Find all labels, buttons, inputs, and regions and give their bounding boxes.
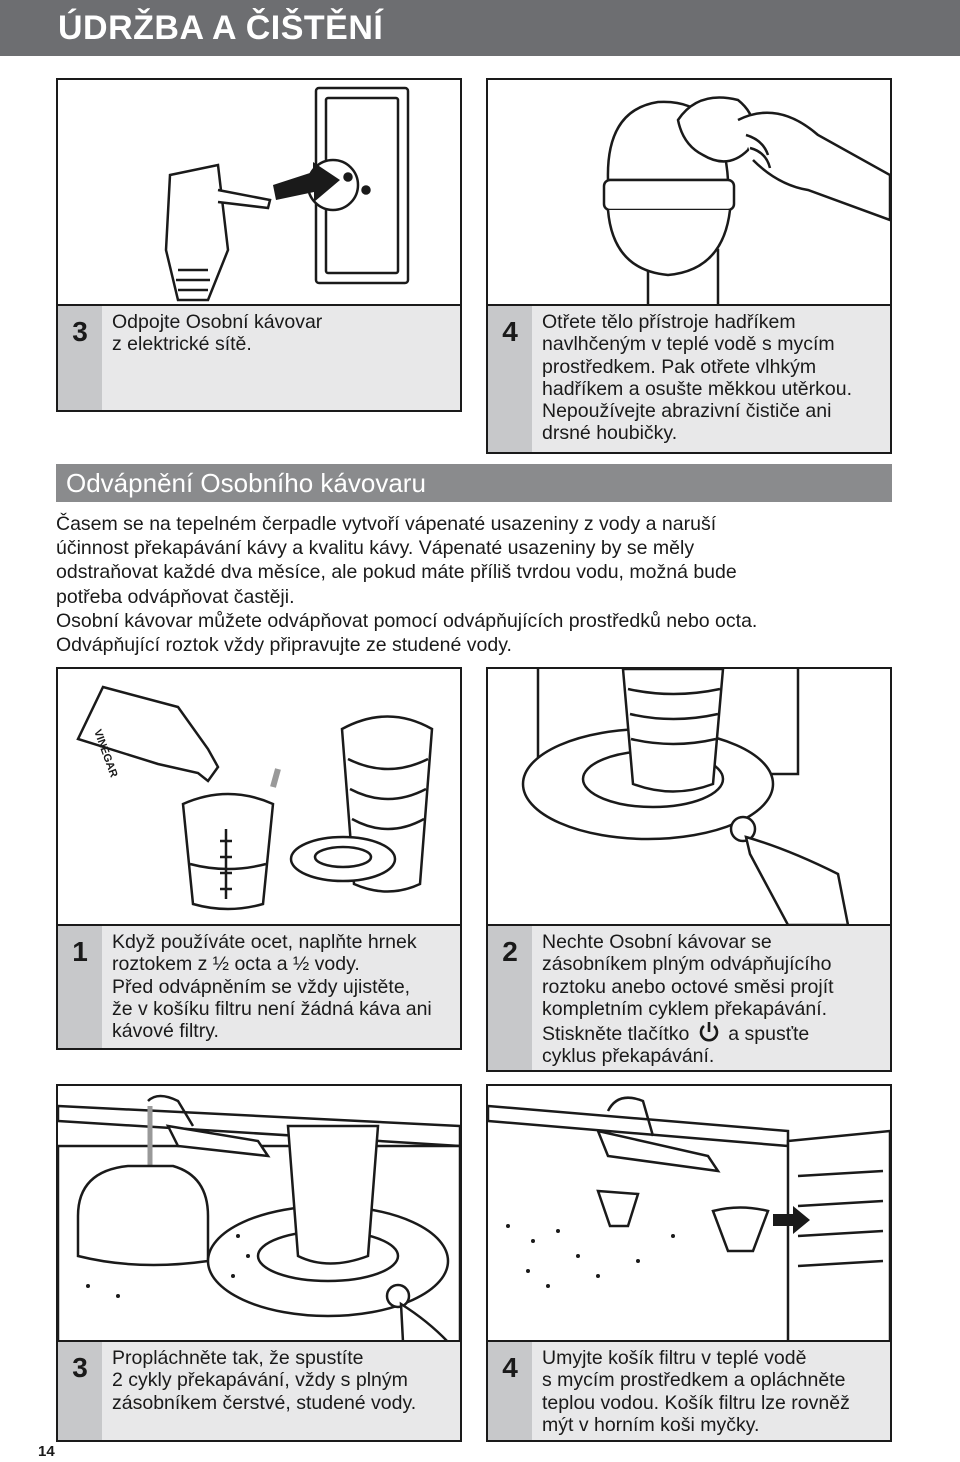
- step-text: Propláchněte tak, že spustíte 2 cykly překapávání, vždy s plným zásobníkem čerstvé, studené vody.: [112, 1347, 417, 1414]
- caption-descale-step3: [56, 1340, 462, 1442]
- power-icon: [697, 1020, 721, 1044]
- caption-care-step4: [486, 304, 892, 454]
- step-text: Otřete tělo přístroje hadříkem navlhčeným v teplé vodě s mycím prostředkem. Pak otřete vlhkým hadříkem a osušte měkkou utěrkou. Nepoužívejte abrazivní čističe ani drsné houbičky.: [542, 311, 852, 445]
- page-number: 14: [38, 1443, 55, 1460]
- page-header: [0, 0, 960, 56]
- rinse-illustration: [58, 1086, 460, 1342]
- step-number: 3: [72, 1352, 88, 1383]
- section-heading: Odvápnění Osobního kávovaru: [66, 468, 426, 498]
- caption-care-step3: [56, 304, 462, 412]
- caption-descale-step2: [486, 924, 892, 1072]
- step-number: 2: [502, 936, 518, 967]
- wash-filter-illustration: [488, 1086, 890, 1342]
- caption-descale-step1: [56, 924, 462, 1050]
- step-number: 4: [502, 316, 518, 347]
- step-text-part-a: Nechte Osobní kávovar se zásobníkem plným odvápňujícího roztoku anebo octové směsi projít kompletním cyklem překapávání. Stiskněte tlačítko: [542, 931, 834, 1046]
- vinegar-illustration: [58, 669, 460, 925]
- vinegar-label: VINEGAR: [91, 727, 120, 780]
- step-text: Umyjte košík filtru v teplé vodě s mycím prostředkem a opláchněte teplou vodou. Košík filtru lze rovněž mýt v horním koši myčky.: [542, 1347, 850, 1436]
- step-text: Odpojte Osobní kávovar z elektrické sítě.: [112, 311, 323, 356]
- step-text: [542, 931, 882, 1068]
- intro-text: [56, 512, 916, 657]
- intro-paragraph-1: Časem se na tepelném čerpadle vytvoří vápenaté usazeniny z vody a naruší účinnost překapávání kávy a kvalitu kávy. Vápenaté usazeniny by se měly odstraňovat každé dva měsíce, ale pokud máte příliš tvrdou vodu, možná bude potřeba odvápňovat častěji.: [56, 513, 737, 608]
- caption-descale-step4: [486, 1340, 892, 1442]
- page-title: ÚDRŽBA A ČIŠTĚNÍ: [58, 9, 384, 47]
- step-number: 1: [72, 936, 88, 967]
- step-number: 4: [502, 1352, 518, 1383]
- brew-cycle-illustration: [488, 669, 890, 925]
- step-text-part-b: a spusťte cyklus překapávání.: [542, 1023, 810, 1068]
- step-text: Když používáte ocet, naplňte hrnek roztokem z ½ octa a ½ vody. Před odvápněním se vždy ujistěte, že v košíku filtru není žádná káva ani kávové filtry.: [112, 931, 432, 1043]
- section-heading-bar: [56, 464, 892, 502]
- wipe-illustration: [488, 80, 890, 308]
- unplug-illustration: [58, 80, 460, 308]
- intro-paragraph-2: Osobní kávovar můžete odvápňovat pomocí odvápňujících prostředků nebo octa. Odvápňující roztok vždy připravujte ze studené vody.: [56, 609, 758, 657]
- step-number: 3: [72, 316, 88, 347]
